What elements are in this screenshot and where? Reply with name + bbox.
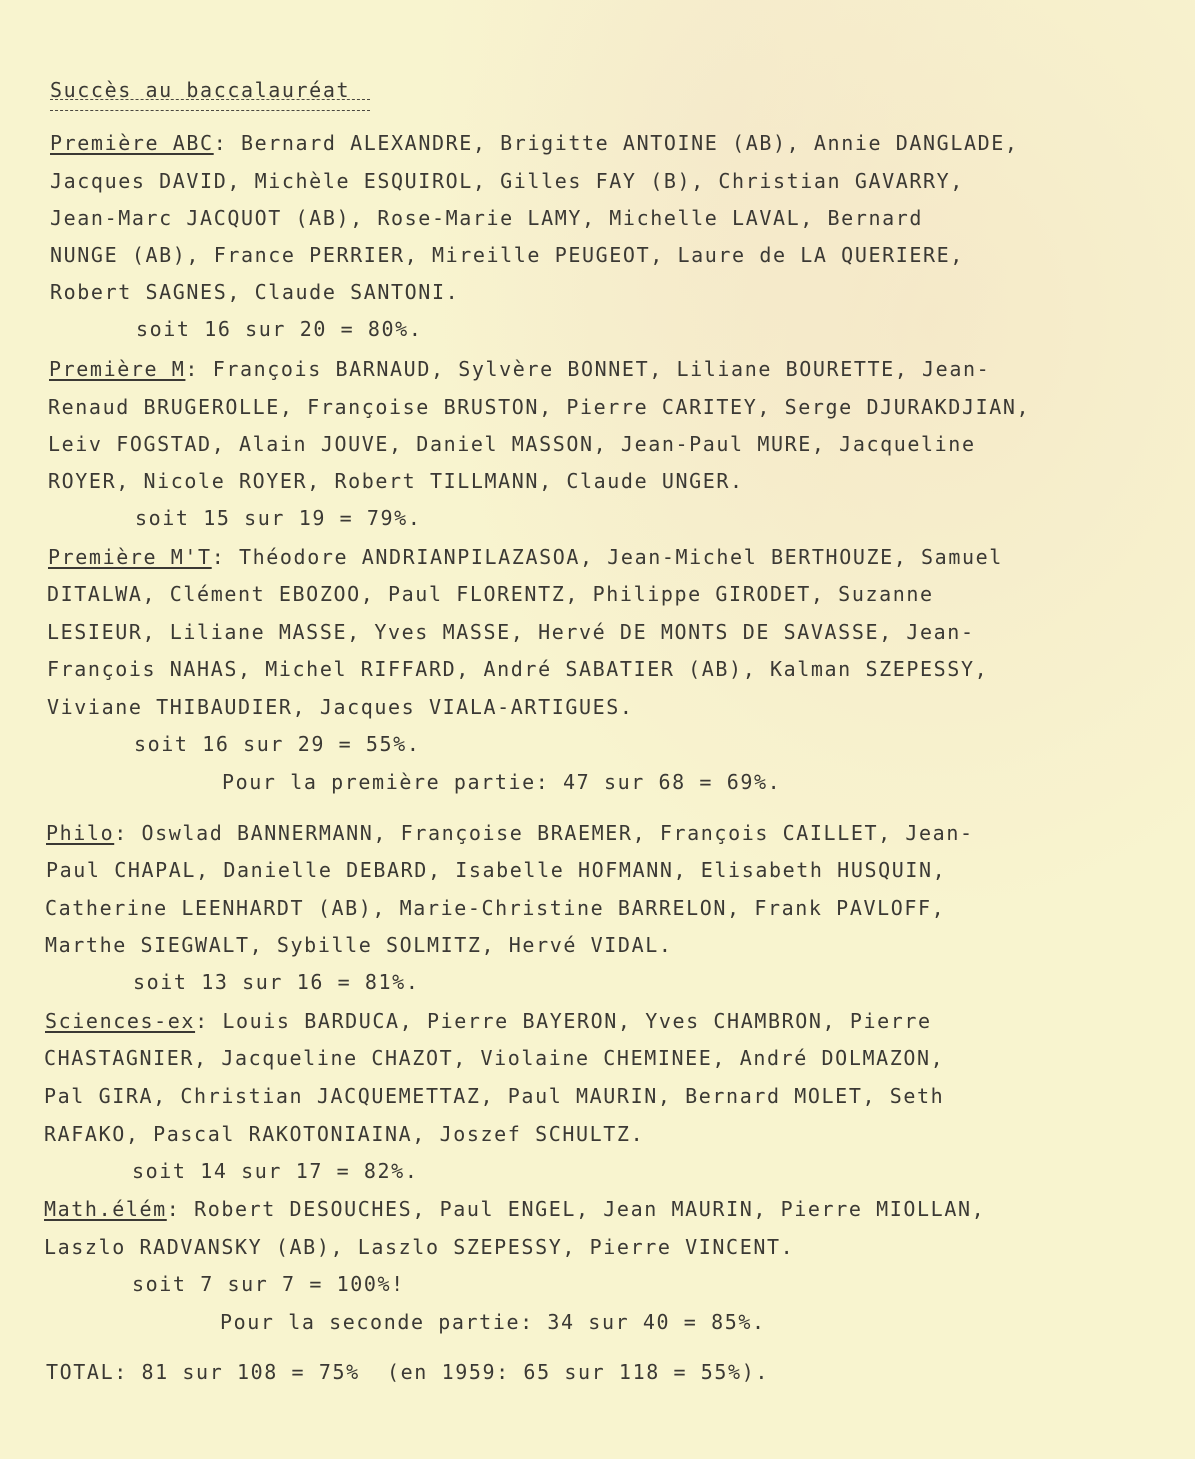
grand-total-line: TOTAL: 81 sur 108 = 75% (en 1959: 65 sur 118 = 55%). bbox=[46, 1360, 769, 1384]
text-line: Jacques DAVID, Michèle ESQUIROL, Gilles FAY (B), Christian GAVARRY, bbox=[50, 169, 964, 193]
text-line: ROYER, Nicole ROYER, Robert TILLMANN, Claude UNGER. bbox=[48, 469, 744, 493]
text-line: CHASTAGNIER, Jacqueline CHAZOT, Violaine CHEMINEE, André DOLMAZON, bbox=[44, 1046, 945, 1070]
section-heading: Sciences-ex bbox=[45, 1009, 196, 1033]
section-premiere-m-line-1 bbox=[49, 357, 990, 381]
section-sciences-ex-line-1 bbox=[45, 1009, 932, 1033]
section-text: : Louis BARDUCA, Pierre BAYERON, Yves CHAMBRON, Pierre bbox=[195, 1009, 932, 1033]
text-line: LESIEUR, Liliane MASSE, Yves MASSE, Hervé DE MONTS DE SAVASSE, Jean- bbox=[47, 620, 975, 644]
section-text: : Bernard ALEXANDRE, Brigitte ANTOINE (AB), Annie DANGLADE, bbox=[213, 131, 1019, 155]
text-line: NUNGE (AB), France PERRIER, Mireille PEUGEOT, Laure de LA QUERIERE, bbox=[50, 243, 964, 267]
text-line: Marthe SIEGWALT, Sybille SOLMITZ, Hervé VIDAL. bbox=[45, 933, 673, 957]
result-line: soit 13 sur 16 = 81%. bbox=[133, 970, 420, 994]
section-heading: Philo bbox=[46, 821, 115, 845]
text-line: RAFAKO, Pascal RAKOTONIAINA, Joszef SCHULTZ. bbox=[44, 1122, 645, 1146]
text-line: Pal GIRA, Christian JACQUEMETTAZ, Paul MAURIN, Bernard MOLET, Seth bbox=[44, 1084, 945, 1108]
subtotal-line: Pour la seconde partie: 34 sur 40 = 85%. bbox=[220, 1310, 766, 1334]
section-heading: Math.élém bbox=[44, 1197, 167, 1221]
section-premiere-abc-line-1 bbox=[50, 131, 1019, 155]
section-text: : Robert DESOUCHES, Paul ENGEL, Jean MAURIN, Pierre MIOLLAN, bbox=[166, 1197, 986, 1221]
text-line: Renaud BRUGEROLLE, Françoise BRUSTON, Pierre CARITEY, Serge DJURAKDJIAN, bbox=[48, 395, 1031, 419]
text-line: Paul CHAPAL, Danielle DEBARD, Isabelle HOFMANN, Elisabeth HUSQUIN, bbox=[46, 858, 947, 882]
section-premiere-mt-line-1 bbox=[48, 545, 1003, 569]
title-double-underline bbox=[50, 99, 370, 111]
text-line: Viviane THIBAUDIER, Jacques VIALA-ARTIGUES. bbox=[47, 695, 634, 719]
result-line: soit 15 sur 19 = 79%. bbox=[135, 506, 422, 530]
text-line: Catherine LEENHARDT (AB), Marie-Christine BARRELON, Frank PAVLOFF, bbox=[45, 896, 946, 920]
result-line: soit 7 sur 7 = 100%! bbox=[132, 1272, 405, 1296]
subtotal-line: Pour la première partie: 47 sur 68 = 69%. bbox=[222, 770, 782, 794]
text-line: Robert SAGNES, Claude SANTONI. bbox=[50, 280, 460, 304]
text-line: DITALWA, Clément EBOZOO, Paul FLORENTZ, Philippe GIRODET, Suzanne bbox=[47, 582, 934, 606]
result-line: soit 16 sur 29 = 55%. bbox=[134, 732, 421, 756]
text-line: François NAHAS, Michel RIFFARD, André SABATIER (AB), Kalman SZEPESSY, bbox=[47, 657, 989, 681]
result-line: soit 16 sur 20 = 80%. bbox=[136, 317, 423, 341]
section-text: : François BARNAUD, Sylvère BONNET, Liliane BOURETTE, Jean- bbox=[185, 357, 991, 381]
section-heading: Première ABC bbox=[50, 131, 214, 155]
page-title: Succès au baccalauréat bbox=[50, 78, 351, 102]
section-heading: Première M bbox=[49, 357, 186, 381]
result-line: soit 14 sur 17 = 82%. bbox=[132, 1159, 419, 1183]
section-text: : Théodore ANDRIANPILAZASOA, Jean-Michel BERTHOUZE, Samuel bbox=[211, 545, 1003, 569]
section-philo-line-1 bbox=[46, 821, 974, 845]
text-line: Leiv FOGSTAD, Alain JOUVE, Daniel MASSON, Jean-Paul MURE, Jacqueline bbox=[48, 432, 976, 456]
text-line: Jean-Marc JACQUOT (AB), Rose-Marie LAMY, Michelle LAVAL, Bernard bbox=[50, 206, 924, 230]
text-line: Laszlo RADVANSKY (AB), Laszlo SZEPESSY, Pierre VINCENT. bbox=[44, 1235, 795, 1259]
section-text: : Oswlad BANNERMANN, Françoise BRAEMER, François CAILLET, Jean- bbox=[114, 821, 974, 845]
section-heading: Première M'T bbox=[48, 545, 212, 569]
section-math-elem-line-1 bbox=[44, 1197, 985, 1221]
